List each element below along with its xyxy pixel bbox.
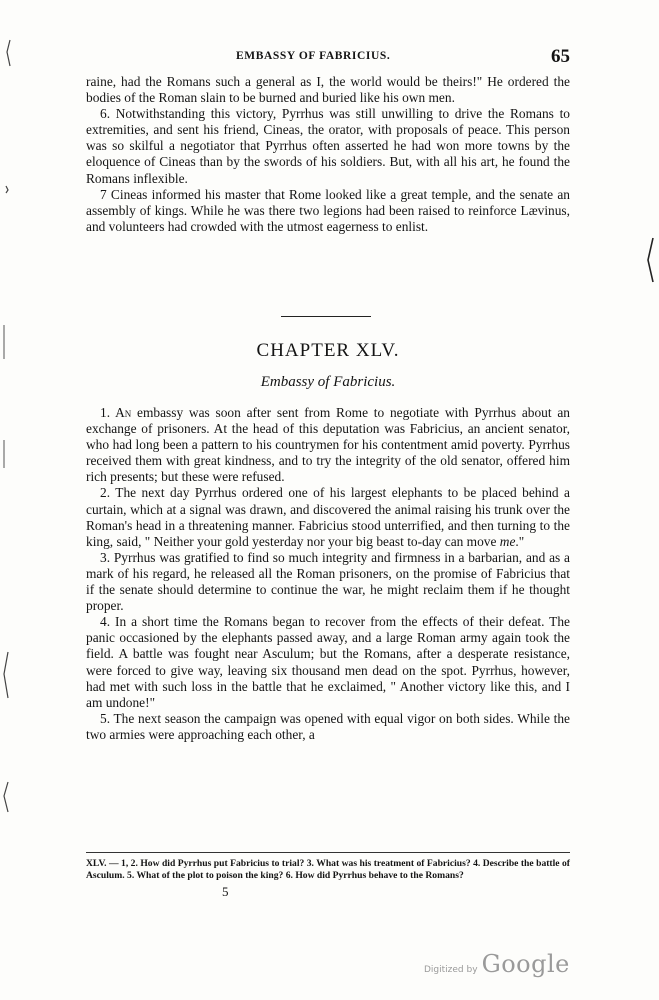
margin-dot-mark [2, 184, 12, 194]
study-questions-footnote: XLV. — 1, 2. How did Pyrrhus put Fabricius to trial? 3. What was his treatment of Fabricius? 4. Describe the battle of Asculum. 5. What of the plot to poison the king? 6. How did Pyrrhus behave to the Romans? [86, 858, 570, 881]
section-divider [281, 316, 371, 317]
watermark-prefix: Digitized by [424, 965, 478, 975]
page-number: 65 [551, 46, 570, 67]
paragraph-lead: 1. An [100, 405, 132, 420]
margin-line-mark [1, 440, 7, 470]
signature-mark: 5 [222, 884, 229, 899]
running-head-title: EMBASSY OF FABRICIUS. [236, 50, 391, 62]
chapter-paragraph-2: 2. The next day Pyrrhus ordered one of his largest elephants to be placed behind a curtain, which at a signal was drawn, and discovered the animal raising his trunk over the Roman's head in a threatening manner. Fabricius stood unterrified, and then turning to the king, said, " Neither your gold yesterday nor your big beast to-day can move me." [86, 485, 570, 549]
google-logo: Google [481, 950, 570, 978]
paragraph-continued: raine, had the Romans such a general as I, the world would be theirs!" He ordered the bodies of the Roman slain to be burned and buried like his own men. [86, 74, 570, 106]
paragraph-6: 6. Notwithstanding this victory, Pyrrhus was still unwilling to drive the Romans to extremities, and sent his friend, Cineas, the orator, with proposals of peace. This person was so skilful a negotiator that Pyrrhus often asserted he had won more towns by the eloquence of Cineas than by the swords of his soldiers. But, with all his art, he found the Romans inflexible. [86, 106, 570, 186]
chapter-body [86, 405, 570, 743]
margin-bracket-mark [2, 38, 14, 68]
digitized-watermark [424, 950, 570, 978]
chapter-paragraph-5: 5. The next season the campaign was opened with equal vigor on both sides. While the two armies were approaching each other, a [86, 710, 570, 742]
chapter-paragraph-1: 1. An embassy was soon after sent from Rome to negotiate with Pyrrhus about an exchange of prisoners. At the head of this deputation was Fabricius, an ancient senator, who had long been a pattern to his countrymen for his contentment amid poverty. Pyrrhus received them with great kindness, and to try the integrity of the old senator, offered him rich presents; but these were refused. [86, 405, 570, 485]
margin-bracket-mark [0, 650, 12, 700]
chapter-paragraph-4: 4. In a short time the Romans began to recover from the effects of their defeat. The panic occasioned by the elephants passed away, and a large Roman army again took the field. A battle was fought near Asculum; but the Romans, after a desperate resistance, were forced to give way, leaving six thousand men dead on the spot. Pyrrhus, however, had met with such loss in the battle that he exclaimed, " Another victory like this, and I am undone!" [86, 614, 570, 710]
running-head [86, 46, 570, 68]
margin-bracket-mark [0, 780, 12, 814]
footnote-divider [86, 852, 570, 853]
margin-line-mark [1, 325, 7, 361]
chapter-title: CHAPTER XLV. [256, 340, 400, 361]
chapter-subtitle: Embassy of Fabricius. [260, 374, 396, 390]
continued-section [86, 74, 570, 235]
emphasis: me [499, 533, 516, 549]
chapter-paragraph-3: 3. Pyrrhus was gratified to find so much integrity and firmness in a barbarian, and as a mark of his regard, he released all the Roman prisoners, on the promise of Fabricius that if the senate should determine to continue the war, he might reclaim them if he thought proper. [86, 549, 570, 614]
margin-bracket-mark [643, 236, 657, 284]
paragraph-7: 7 Cineas informed his master that Rome looked like a great temple, and the senate an assembly of kings. While he was there two legions had been raised to reinforce Lævinus, and volunteers had crowded with the utmost eagerness to enlist. [86, 186, 570, 234]
